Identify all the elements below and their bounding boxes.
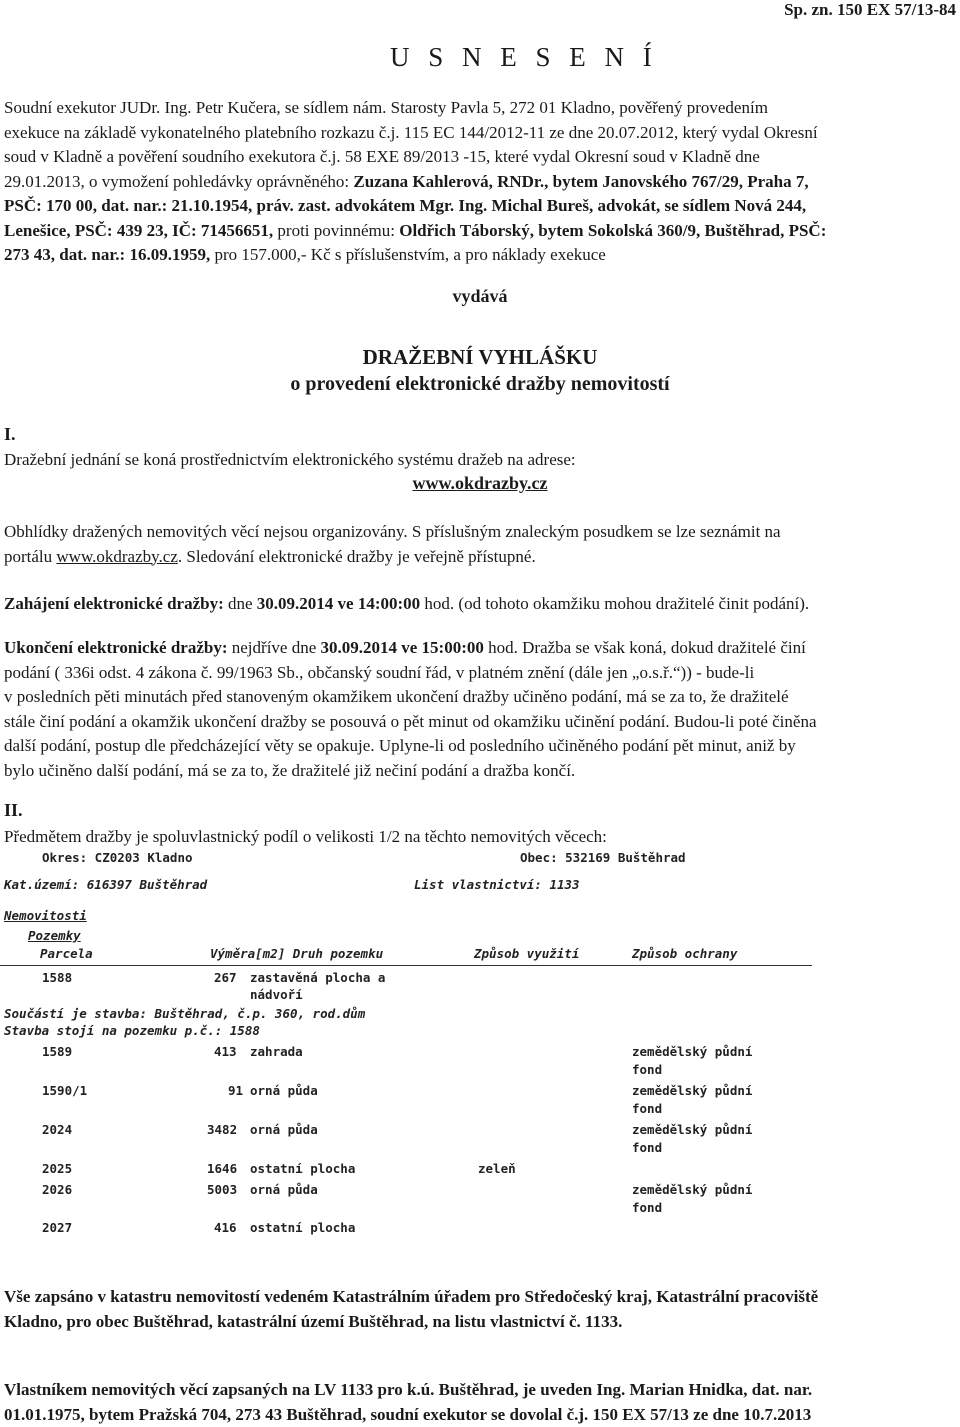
parcel-2024-type: orná půda bbox=[250, 1122, 318, 1137]
extract-col-vymera: Výměra[m2] Druh pozemku bbox=[210, 946, 384, 961]
document-title: U S N E S E N Í bbox=[390, 42, 658, 72]
extract-okres: Okres: CZ0203 Kladno bbox=[42, 850, 193, 865]
intro-line-3: soud v Kladně a pověření soudního exekutora č.j. 58 EXE 89/2013 -15, které vydal Okresní soud v Kladně dne bbox=[4, 147, 760, 166]
auction-url[interactable]: www.okdrazby.cz bbox=[412, 473, 548, 493]
end-datetime: 30.09.2014 ve 15:00:00 bbox=[320, 638, 484, 657]
parcel-1590-1-type: orná půda bbox=[250, 1083, 318, 1098]
parcel-1590-1-area: 91 bbox=[228, 1083, 244, 1098]
parcel-2026-area: 5003 bbox=[207, 1182, 238, 1197]
parcel-2026: 2026 bbox=[42, 1182, 73, 1197]
intro-line-6 bbox=[4, 219, 956, 244]
parcel-1590-1-protection2: fond bbox=[632, 1101, 663, 1116]
end-line-4: stále činí podání a okamžik ukončení dražby se posouvá o pět minut od okamžiku učinění podání. Budou-li poté činěna bbox=[4, 711, 817, 731]
parcel-1588: 1588 bbox=[42, 970, 73, 985]
intro-line-2: exekuce na základě vykonatelného platebního rozkazu č.j. 115 EC 144/2012-11 ze dne 20.07.2012, který vydal Okresní bbox=[4, 122, 818, 142]
cadastre-line-2: Kladno, pro obec Buštěhrad, katastrální území Buštěhrad, na listu vlastnictví č. 1133. bbox=[4, 1311, 623, 1331]
section-1-intro: Dražební jednání se koná prostřednictvím elektronického systému dražeb na adrese: bbox=[4, 450, 576, 469]
parcel-2025-area: 1646 bbox=[207, 1161, 238, 1176]
parcel-2025-use: zeleň bbox=[478, 1161, 516, 1176]
end-line-2: podání ( 336i odst. 4 zákona č. 99/1963 Sb., občanský soudní řád, v platném znění (dále jen „o.s.ř.“)) - bude-li bbox=[4, 662, 755, 682]
parcel-2027: 2027 bbox=[42, 1220, 73, 1235]
extract-header-rule bbox=[0, 965, 812, 966]
parcel-2027-type: ostatní plocha bbox=[250, 1220, 356, 1235]
extract-obec: Obec: 532169 Buštěhrad bbox=[520, 850, 686, 865]
debtor-details: 273 43, dat. nar.: 16.09.1959, bbox=[4, 245, 215, 264]
extract-soucasti: Součástí je stavba: Buštěhrad, č.p. 360, rod.dům bbox=[4, 1006, 366, 1021]
intro-line-7 bbox=[4, 243, 956, 268]
case-reference: Sp. zn. 150 EX 57/13-84 bbox=[784, 0, 956, 19]
portal-link[interactable]: www.okdrazby.cz bbox=[56, 546, 178, 566]
parcel-1589-protection2: fond bbox=[632, 1062, 663, 1077]
intro-line-1: Soudní exekutor JUDr. Ing. Petr Kučera, se sídlem nám. Starosty Pavla 5, 272 01 Kladno, pověřený provedením bbox=[4, 98, 768, 117]
owner-line-1: Vlastníkem nemovitých věcí zapsaných na LV 1133 pro k.ú. Buštěhrad, je uveden Ing. Marian Hnidka, dat. nar. bbox=[4, 1380, 813, 1399]
parcel-2026-protection: zemědělský půdní bbox=[632, 1182, 753, 1197]
parcel-1588-area: 267 bbox=[214, 970, 237, 985]
owner-line-2: 01.01.1975, bytem Pražská 704, 273 43 Buštěhrad, soudní exekutor se dovolal č.j. 150 EX 57/13 ze dne 10.7.2013 bbox=[4, 1404, 812, 1424]
intro-line-4 bbox=[4, 170, 956, 195]
parcel-1590-1-protection: zemědělský půdní bbox=[632, 1083, 753, 1098]
parcel-2024: 2024 bbox=[42, 1122, 73, 1137]
end-line-6: bylo učiněno další podání, má se za to, že dražitelé již nečiní podání a dražba končí. bbox=[4, 760, 576, 780]
intro-l4-a: 29.01.2013, o vymožení pohledávky oprávněného: bbox=[4, 171, 354, 191]
parcel-2024-protection: zemědělský půdní bbox=[632, 1122, 753, 1137]
debtor-name: Oldřich Táborský, bytem Sokolská 360/9, Buštěhrad, PSČ: bbox=[399, 220, 827, 240]
parcel-2026-protection2: fond bbox=[632, 1200, 663, 1215]
extract-nemovitosti: Nemovitosti bbox=[4, 908, 87, 923]
inspection-paragraph bbox=[4, 520, 956, 569]
cadastral-extract bbox=[0, 850, 815, 1240]
intro-paragraph bbox=[4, 96, 956, 268]
owner-paragraph bbox=[4, 1378, 956, 1427]
creditor-details: PSČ: 170 00, dat. nar.: 21.10.1954, práv. zast. advokátem Mgr. Ing. Michal Bureš, advokát, se sídlem Nová 244, bbox=[4, 196, 807, 215]
auction-start: Zahájení elektronické dražby: dne 30.09.2014 ve 14:00:00 hod. (od tohoto okamžiku mohou dražitelé činit podání). bbox=[4, 594, 810, 613]
cadastre-line-1: Vše zapsáno v katastru nemovitostí vedeném Katastrálním úřadem pro Středočeský kraj, Katastrální pracoviště bbox=[4, 1287, 819, 1306]
parcel-2027-area: 416 bbox=[214, 1220, 237, 1235]
intro-line-5 bbox=[4, 194, 956, 219]
inspection-line-1: Obhlídky dražených nemovitých věcí nejsou organizovány. S příslušným znaleckým posudkem se lze seznámit na bbox=[4, 522, 781, 541]
inspection-line-2: portálu www.okdrazby.cz. Sledování elektronické dražby je veřejně přístupné. bbox=[4, 546, 536, 566]
parcel-1589-protection: zemědělský půdní bbox=[632, 1044, 753, 1059]
cadastre-paragraph bbox=[4, 1285, 956, 1334]
extract-lv: List vlastnictví: 1133 bbox=[414, 877, 580, 892]
parcel-1588-type: zastavěná plocha a bbox=[250, 970, 386, 985]
intro-l6-b: proti povinnému: bbox=[277, 220, 400, 240]
start-datetime: 30.09.2014 ve 14:00:00 bbox=[256, 594, 421, 613]
parcel-2024-area: 3482 bbox=[207, 1122, 238, 1137]
parcel-2024-protection2: fond bbox=[632, 1140, 663, 1155]
issues-label: vydává bbox=[452, 286, 508, 306]
section-2-intro: Předmětem dražby je spoluvlastnický podíl o velikosti 1/2 na těchto nemovitých věcech: bbox=[4, 827, 607, 846]
parcel-1590-1: 1590/1 bbox=[42, 1083, 88, 1098]
creditor-name: Zuzana Kahlerová, RNDr. bbox=[353, 171, 545, 191]
extract-col-vyuziti: Způsob využití bbox=[474, 946, 580, 961]
end-line-5: další podání, postup dle předcházející věty se opakuje. Uplyne-li od posledního učiněného podání pět minut, aniž by bbox=[4, 736, 796, 755]
extract-col-ochrany: Způsob ochrany bbox=[632, 946, 738, 961]
extract-pozemky: Pozemky bbox=[28, 928, 81, 943]
extract-katuzemi: Kat.území: 616397 Buštěhrad bbox=[4, 877, 208, 892]
parcel-2025: 2025 bbox=[42, 1161, 73, 1176]
intro-l6-a: Lenešice, PSČ: 439 23, IČ: 71456651, bbox=[4, 220, 278, 240]
end-line-3: v posledních pěti minutách před stanoveným okamžikem ukončení dražby učiněno podání, má se za to, že dražitelé bbox=[4, 687, 789, 706]
extract-col-parcela: Parcela bbox=[40, 946, 93, 961]
section-1-number: I. bbox=[4, 424, 16, 444]
parcel-1589-type: zahrada bbox=[250, 1044, 303, 1059]
section-2-number: II. bbox=[4, 800, 23, 820]
claim-amount: pro 157.000,- Kč s příslušenstvím, a pro náklady exekuce bbox=[214, 245, 606, 264]
notice-heading: DRAŽEBNÍ VYHLÁŠKU bbox=[362, 345, 598, 369]
parcel-1588-type2: nádvoří bbox=[250, 987, 303, 1002]
parcel-1589-area: 413 bbox=[214, 1044, 237, 1059]
parcel-2026-type: orná půda bbox=[250, 1182, 318, 1197]
parcel-1589: 1589 bbox=[42, 1044, 73, 1059]
notice-subheading: o provedení elektronické dražby nemovitostí bbox=[290, 373, 670, 395]
extract-stavba: Stavba stojí na pozemku p.č.: 1588 bbox=[4, 1023, 260, 1038]
creditor-address: , bytem Janovského 767/29, Praha 7, bbox=[544, 171, 809, 191]
parcel-2025-type: ostatní plocha bbox=[250, 1161, 356, 1176]
auction-end-paragraph: Ukončení elektronické dražby: nejdříve dne 30.09.2014 ve 15:00:00 hod. Dražba se však koná, dokud dražitelé činí podání ( 336i odst. 4 zákona č. 99/1963 Sb., občanský soudní řád, v platném znění (dále jen „o.s.ř.“)) - bude-li v posledních pěti minutách před stanoveným okamžikem ukončení dražby učiněno podání, má se za to, že dražitelé stále činí podání a okamžik ukončení dražby se posouvá o pět minut od okamžiku učinění podání. Budou-li poté činěna další podání, postup dle předcházející věty se opakuje. Uplyne-li od posledního učiněného podání pět minut, aniž by bylo učiněno další podání, má se za to, že dražitelé již nečiní podání a dražba končí. bbox=[4, 636, 956, 783]
